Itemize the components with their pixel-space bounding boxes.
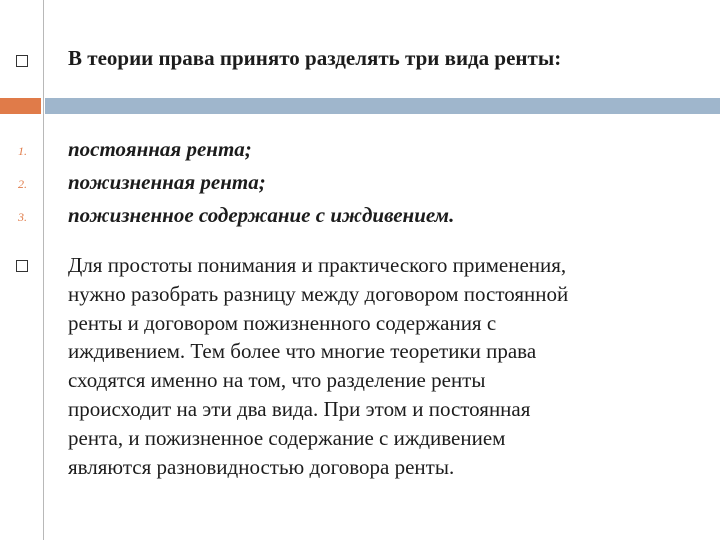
vertical-divider (43, 0, 44, 540)
accent-bar-orange (0, 98, 41, 114)
list-number: 3. (18, 210, 27, 224)
paragraph-line: нужно разобрать разницу между договором постоянной (68, 281, 569, 306)
square-bullet-icon (16, 55, 28, 67)
list-number: 2. (18, 177, 27, 191)
list-item: пожизненная рента; (68, 170, 266, 194)
body-paragraph (68, 251, 708, 481)
list-item: пожизненное содержание с иждивением. (68, 203, 455, 227)
list-number: 1. (18, 144, 27, 158)
paragraph-line: являются разновидностью договора ренты. (68, 454, 455, 479)
paragraph-line: рента, и пожизненное содержание с иждивением (68, 425, 506, 450)
accent-bar-blue (45, 98, 720, 114)
slide-heading: В теории права принято разделять три вида ренты: (68, 46, 562, 70)
paragraph-line: происходит на эти два вида. При этом и постоянная (68, 396, 531, 421)
paragraph-line: иждивением. Тем более что многие теоретики права (68, 339, 537, 364)
list-item: постоянная рента; (68, 137, 252, 161)
square-bullet-icon (16, 260, 28, 272)
paragraph-line: ренты и договором пожизненного содержания с (68, 310, 497, 335)
paragraph-line: Для простоты понимания и практического применения, (68, 253, 567, 277)
paragraph-line: сходятся именно на том, что разделение ренты (68, 368, 486, 393)
